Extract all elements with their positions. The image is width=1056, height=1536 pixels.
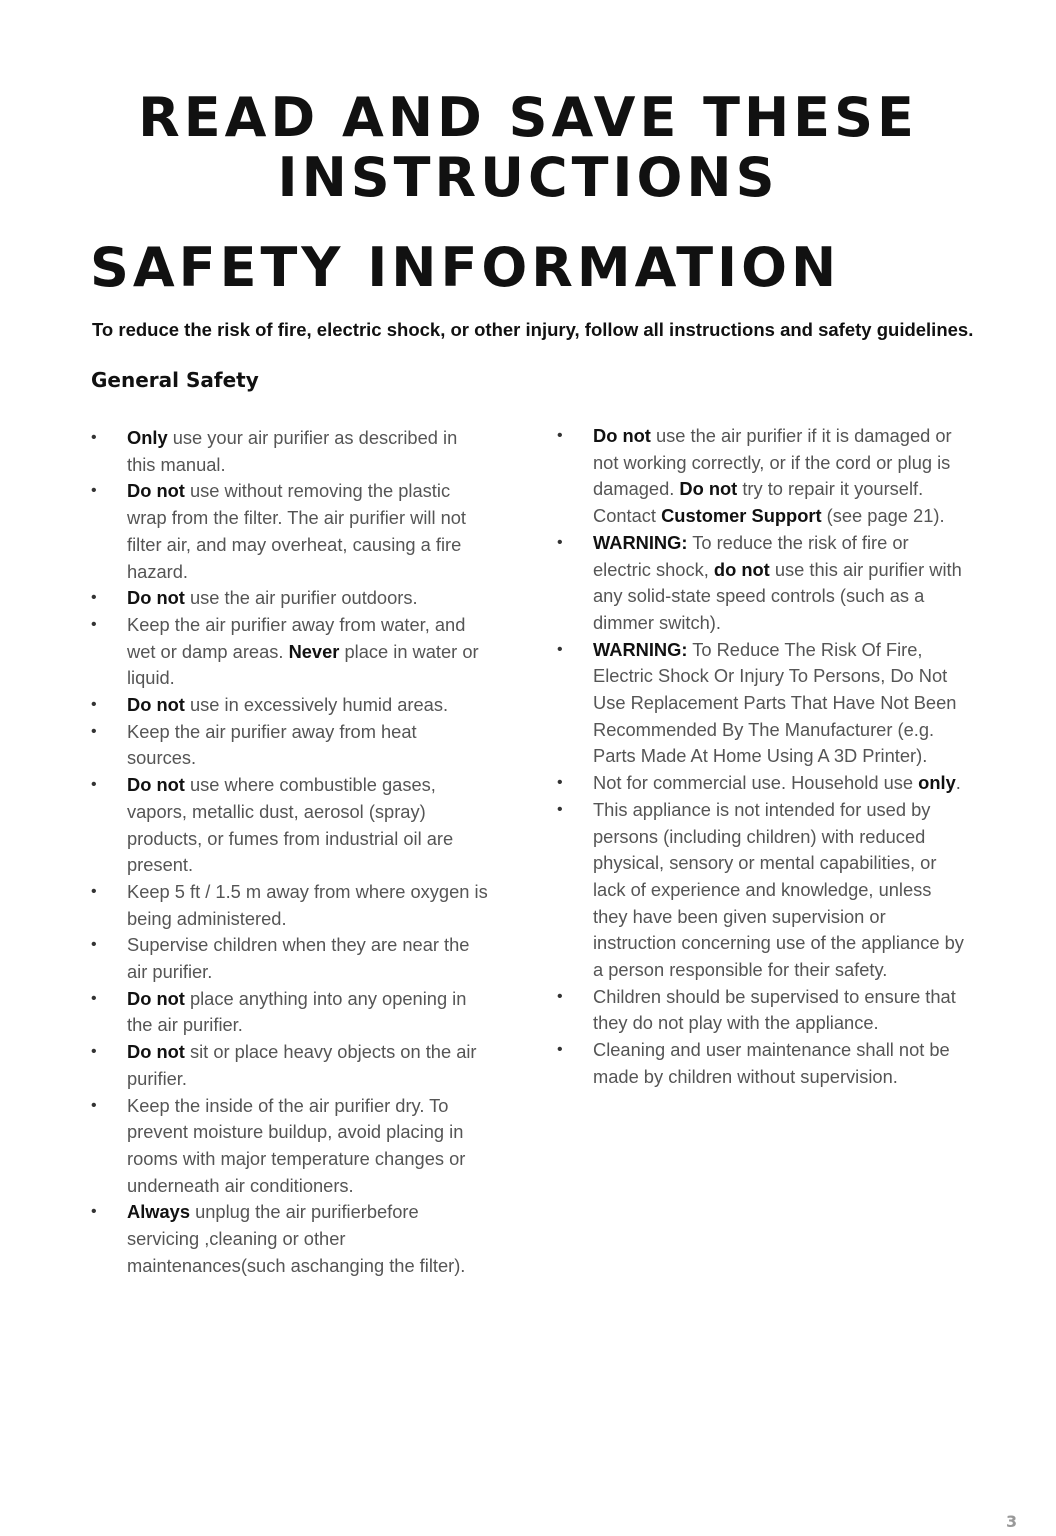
bullet-icon: • [91, 722, 97, 740]
list-item [90, 425, 490, 478]
item-text: use without removing the plastic wrap from the filter. The air purifier will not filter air, and may overheat, causing a fire hazard. [127, 480, 467, 582]
list-item [90, 1093, 490, 1200]
list-item [90, 932, 490, 985]
emphasis-text: Do not [593, 425, 651, 446]
bullet-icon: • [91, 482, 97, 500]
bullet-icon: • [557, 533, 563, 551]
emphasis-text: Do not [127, 774, 185, 796]
bullet-icon: • [91, 882, 97, 900]
bullet-icon: • [91, 776, 97, 794]
page-title-line-2: INSTRUCTIONS [277, 146, 779, 209]
emphasis-text: Do not [127, 987, 185, 1009]
item-text: use this air purifier with any solid-state speed controls (such as a dimmer switch). [593, 558, 962, 633]
item-text: try to repair it yourself. Contact [593, 478, 924, 527]
bullet-icon: • [557, 427, 563, 444]
emphasis-text: WARNING: [593, 531, 688, 553]
emphasis-text: Customer Support [661, 505, 822, 527]
bullet-icon: • [91, 589, 97, 607]
list-item [556, 637, 966, 771]
bullet-icon: • [557, 987, 563, 1005]
emphasis-text: Do not [127, 1041, 185, 1063]
bullet-icon: • [91, 936, 97, 954]
bullet-icon: • [91, 615, 97, 633]
item-text: use where combustible gases, vapors, metallic dust, aerosol (spray) products, or fumes from industrial oil are present. [127, 774, 454, 876]
bullet-icon: • [91, 429, 97, 446]
bullet-icon: • [91, 989, 97, 1007]
emphasis-text: Never [288, 640, 340, 662]
list-item [90, 772, 490, 879]
item-text: Keep the air purifier away from water, and wet or damp areas. [127, 613, 466, 662]
item-text: Keep the inside of the air purifier dry. To prevent moisture buildup, avoid placing in rooms with major temperature changes or underneath air conditioners. [127, 1094, 466, 1196]
item-text: This appliance is not intended for used by persons (including children) with reduced physical, sensory or mental capabilities, or lack of experience and knowledge, unless they have been given supervision or instruction concerning use of the appliance by a person responsible for their safety. [593, 798, 964, 981]
right-safety-list [556, 423, 966, 1091]
bullet-icon: • [91, 1096, 97, 1114]
item-text: use in excessively humid areas. [184, 694, 449, 716]
bullet-icon: • [91, 1203, 97, 1221]
item-text: Not for commercial use. Household use [593, 772, 919, 794]
list-item [556, 797, 966, 984]
page-title-line-1: READ AND SAVE THESE [138, 86, 918, 149]
item-text: Cleaning and user maintenance shall not be made by children without supervision. [593, 1039, 950, 1087]
safety-information-heading: SAFETY INFORMATION [90, 236, 841, 299]
item-text: unplug the air purifierbefore servicing ,cleaning or other maintenances(such aschanging the filter). [127, 1201, 466, 1276]
general-safety-heading: General Safety [91, 368, 259, 392]
list-item [90, 478, 490, 585]
bullet-icon: • [557, 800, 563, 818]
emphasis-text: Do not [127, 480, 185, 502]
list-item [556, 1037, 966, 1090]
list-item [90, 585, 490, 612]
emphasis-text: Always [127, 1201, 191, 1223]
emphasis-text: only [918, 772, 956, 794]
emphasis-text: Do not [127, 587, 185, 609]
page-number: 3 [1006, 1512, 1018, 1531]
emphasis-text: Do not [127, 694, 185, 716]
intro-text: To reduce the risk of fire, electric shock, or other injury, follow all instructions and safety guidelines. [92, 319, 974, 340]
item-text: Keep 5 ft / 1.5 m away from where oxygen is being administered. [127, 880, 488, 929]
item-text: (see page 21). [821, 505, 945, 527]
page-title [0, 88, 1056, 208]
list-item [90, 692, 490, 719]
bullet-icon: • [557, 1041, 563, 1059]
bullet-icon: • [557, 640, 563, 658]
item-text: use your air purifier as described in this manual. [127, 427, 458, 475]
bullet-icon: • [557, 774, 563, 792]
item-text: Children should be supervised to ensure that they do not play with the appliance. [593, 985, 956, 1034]
list-item [556, 984, 966, 1037]
left-safety-list [90, 425, 490, 1280]
bullet-icon: • [91, 1043, 97, 1061]
item-text: Supervise children when they are near the air purifier. [127, 934, 470, 983]
item-text: Keep the air purifier away from heat sources. [127, 720, 417, 769]
item-text: sit or place heavy objects on the air purifier. [127, 1041, 477, 1089]
item-text: To reduce the risk of fire or electric shock, [593, 531, 909, 580]
list-item [556, 530, 966, 637]
bullet-icon: • [91, 696, 97, 714]
item-text: place in water or liquid. [127, 640, 479, 689]
emphasis-text: do not [713, 558, 770, 580]
item-text: use the air purifier outdoors. [184, 587, 418, 609]
item-text: . [955, 772, 961, 794]
emphasis-text: WARNING: [593, 638, 688, 660]
list-item [90, 1039, 490, 1092]
list-item [556, 770, 966, 797]
list-item [90, 879, 490, 932]
item-text: use the air purifier if it is damaged or not working correctly, or if the cord or plug is damaged. [593, 425, 952, 500]
list-item [90, 1199, 490, 1279]
item-text: To Reduce The Risk Of Fire, Electric Shock Or Injury To Persons, Do Not Use Replacement Parts That Have Not Been Recommended By The Manufacturer (e.g. Parts Made At Home Using A 3D Printer). [593, 638, 957, 767]
emphasis-text: Only [127, 427, 168, 448]
list-item [90, 612, 490, 692]
item-text: place anything into any opening in the air purifier. [127, 987, 467, 1036]
emphasis-text: Do not [679, 478, 738, 500]
list-item [556, 423, 966, 530]
list-item [90, 986, 490, 1039]
list-item [90, 719, 490, 772]
